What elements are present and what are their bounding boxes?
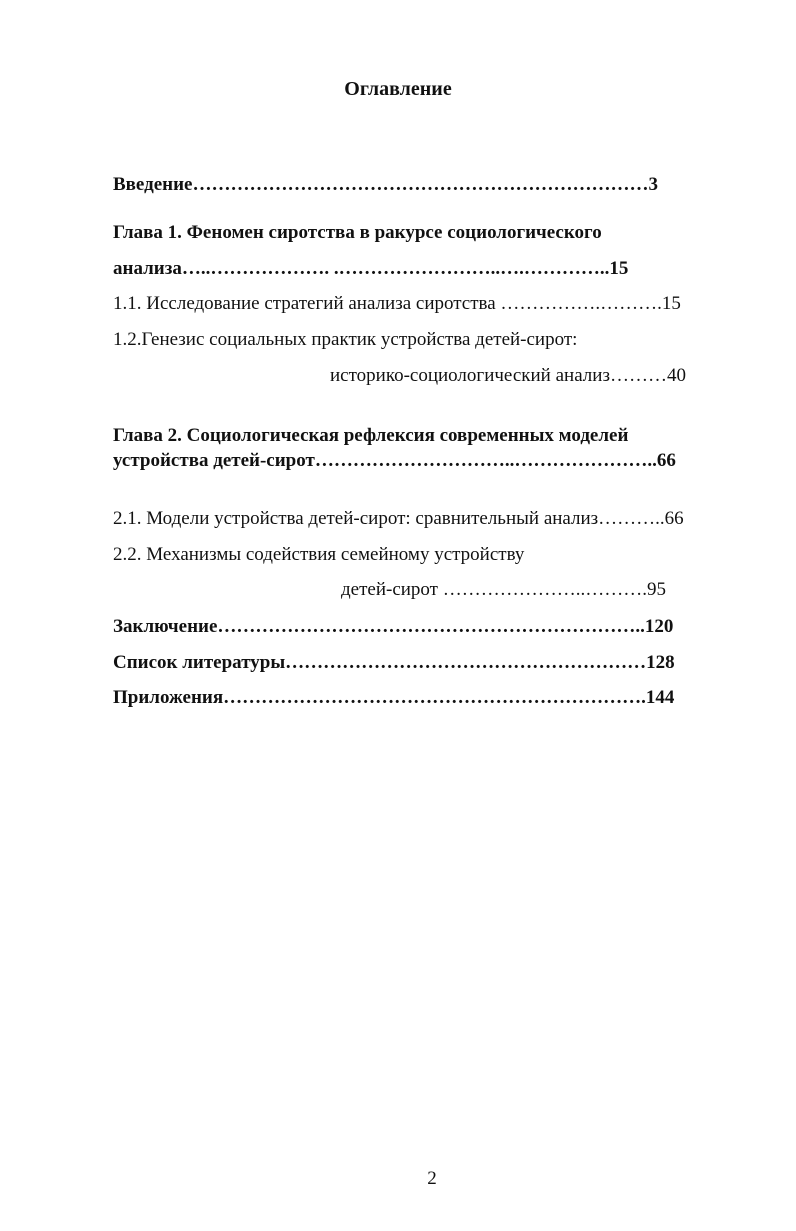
toc-entry-appendices: Приложения………………………………………………………….144 bbox=[113, 687, 675, 708]
page-number: 2 bbox=[427, 1168, 437, 1189]
toc-entry-chapter-1-page: анализа…..………………. .……………………..….…………..15 bbox=[113, 258, 629, 279]
toc-entry-section-1-1: 1.1. Исследование стратегий анализа сиротства …………….……….15 bbox=[113, 293, 681, 314]
toc-entry-conclusion: Заключение…………………………………………………………..120 bbox=[113, 616, 674, 637]
toc-entry-chapter-2-page: устройства детей-сирот…………………………..…………………..66 bbox=[113, 450, 676, 471]
toc-entry-section-1-2-title: 1.2.Генезис социальных практик устройства детей-сирот: bbox=[113, 329, 578, 350]
toc-entry-references: Список литературы…………………………………………………128 bbox=[113, 652, 675, 673]
toc-entry-introduction: Введение………………………………………………………………3 bbox=[113, 174, 658, 195]
toc-entry-section-2-2-title: 2.2. Механизмы содействия семейному устройству bbox=[113, 544, 525, 565]
toc-title: Оглавление bbox=[344, 78, 452, 100]
page-number-container bbox=[34, 1168, 796, 1190]
toc-entry-chapter-1-title: Глава 1. Феномен сиротства в ракурсе социологического bbox=[113, 222, 602, 243]
toc-entry-section-1-2-page: историко-социологический анализ………40 bbox=[330, 365, 686, 386]
toc-entry-section-2-2-page: детей-сирот …………………..……….95 bbox=[341, 579, 666, 600]
toc-entry-chapter-2-title: Глава 2. Социологическая рефлексия современных моделей bbox=[113, 425, 629, 446]
toc-entry-section-2-1: 2.1. Модели устройства детей-сирот: сравнительный анализ………..66 bbox=[113, 508, 684, 529]
